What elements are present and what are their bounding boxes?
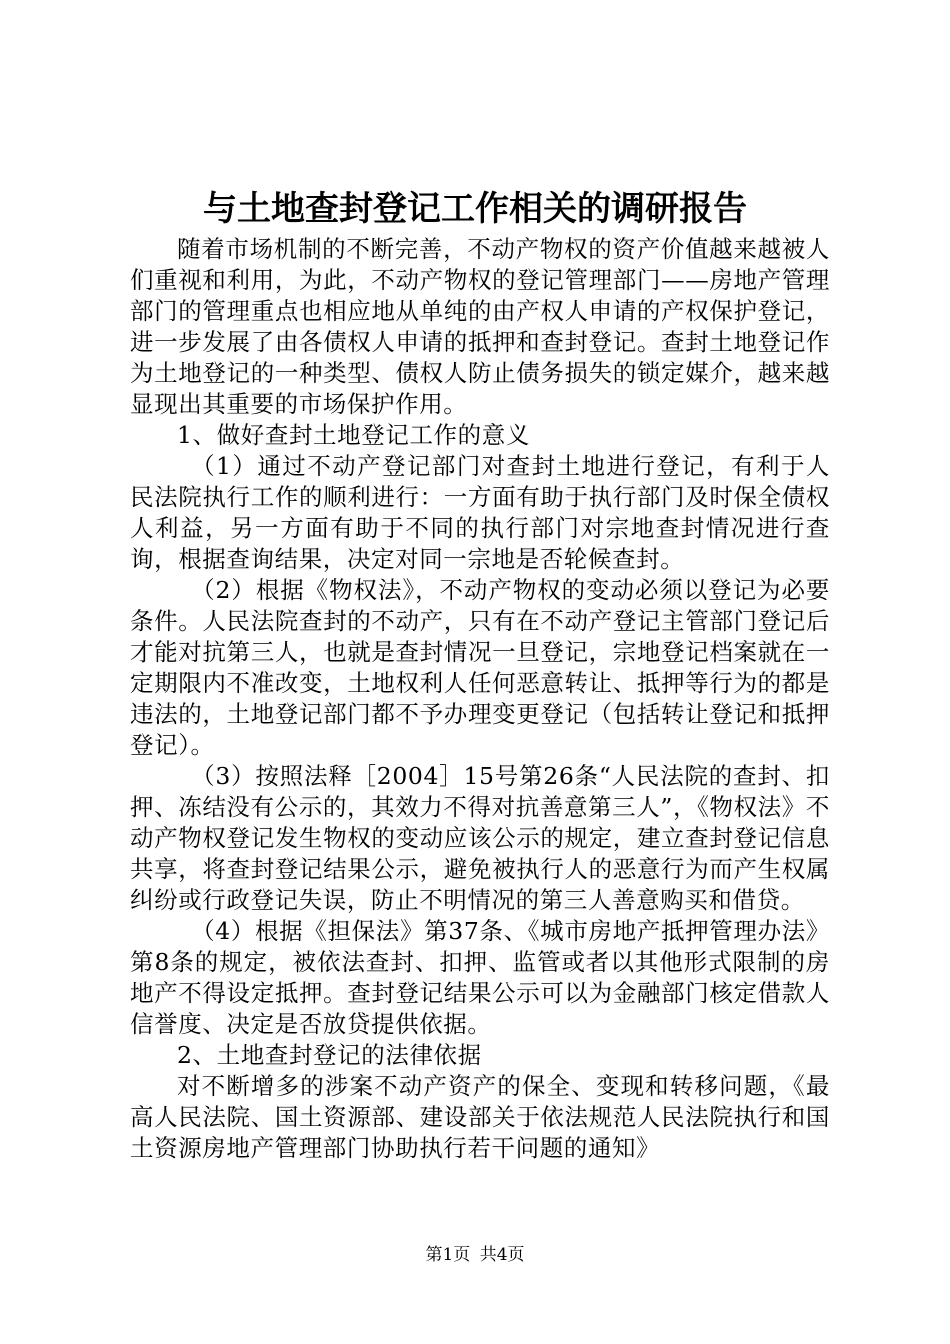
paragraph-point-2: （2）根据《物权法》，不动产物权的变动必须以登记为必要条件。人民法院查封的不动产，只有在不动产登记主管部门登记后才能对抗第三人，也就是查封情况一旦登记，宗地登记档案就在一定期限内不准改变，土地权利人任何恶意转让、抵押等行为的都是违法的，土地登记部门都不予办理变更登记（包括转让登记和抵押登记）。 bbox=[130, 576, 830, 759]
paragraph-point-1: （1）通过不动产登记部门对查封土地进行登记，有利于人民法院执行工作的顺利进行：一方面有助于执行部门及时保全债权人利益，另一方面有助于不同的执行部门对宗地查封情况进行查询，根据查询结果，决定对同一宗地是否轮候查封。 bbox=[130, 452, 830, 573]
document-title: 与土地查封登记工作相关的调研报告 bbox=[203, 189, 747, 229]
paragraph-point-4: （4）根据《担保法》第37条、《城市房地产抵押管理办法》第8条的规定，被依法查封、扣押、监管或者以其他形式限制的房地产不得设定抵押。查封登记结果公示可以为金融部门核定借款人信誉度、决定是否放贷提供依据。 bbox=[130, 917, 830, 1038]
section-heading-2: 2、土地查封登记的法律依据 bbox=[177, 1041, 482, 1069]
paragraph-intro: 随着市场机制的不断完善，不动产物权的资产价值越来越被人们重视和利用，为此，不动产物权的登记管理部门——房地产管理部门的管理重点也相应地从单纯的由产权人申请的产权保护登记，进一步发展了由各债权人申请的抵押和查封登记。查封土地登记作为土地登记的一种类型、债权人防止债务损失的锁定媒介，越来越显现出其重要的市场保护作用。 bbox=[130, 235, 830, 418]
document-body bbox=[130, 234, 830, 1164]
paragraph-legal-basis: 对不断增多的涉案不动产资产的保全、变现和转移问题，《最高人民法院、国土资源部、建设部关于依法规范人民法院执行和国土资源房地产管理部门协助执行若干问题的通知》 bbox=[130, 1072, 830, 1162]
paragraph-point-3: （3）按照法释［2004］15号第26条“人民法院的查封、扣押、冻结没有公示的，其效力不得对抗善意第三人”，《物权法》不动产物权登记发生物权的变动应该公示的规定，建立查封登记信息共享，将查封登记结果公示，避免被执行人的恶意行为而产生权属纠纷或行政登记失误，防止不明情况的第三人善意购买和借贷。 bbox=[130, 762, 830, 914]
page-footer: 第1页 共4页 bbox=[425, 1245, 525, 1265]
section-heading-1: 1、做好查封土地登记工作的意义 bbox=[177, 421, 530, 449]
